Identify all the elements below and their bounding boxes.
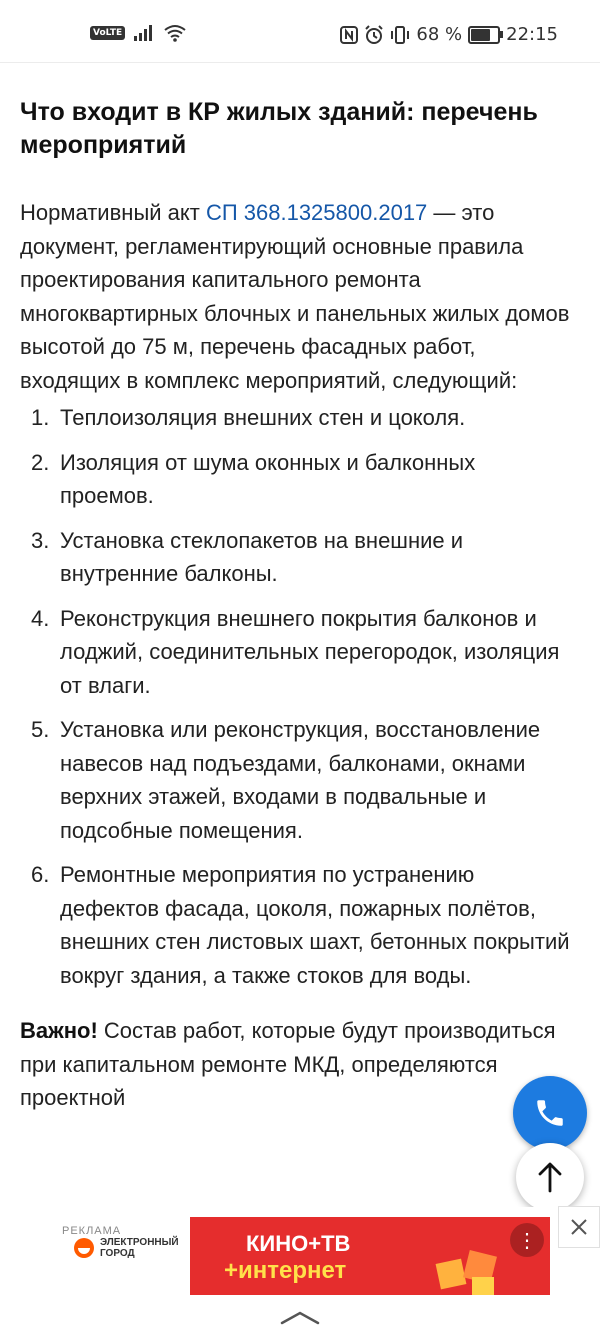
chevron-up-icon[interactable] (280, 1309, 320, 1325)
list-item-text: Реконструкция внешнего покрытия балконов и лоджий, соединительных перегородок, изоляция от влаги. (60, 605, 560, 698)
works-list (20, 401, 572, 992)
ad-label: РЕКЛАМА (62, 1225, 122, 1237)
list-item (20, 524, 572, 591)
more-icon[interactable]: ⋮ (510, 1223, 544, 1257)
volte-icon: VoLTE (90, 26, 125, 40)
battery-fill (471, 29, 490, 41)
list-item-number: 3. (31, 527, 50, 553)
important-label: Важно! (20, 1018, 98, 1043)
list-item (20, 858, 572, 992)
alarm-icon (364, 25, 384, 45)
status-left (90, 24, 187, 42)
list-item (20, 401, 572, 435)
list-item-number: 2. (31, 449, 50, 475)
signal-icon (133, 24, 155, 42)
list-item-text: Изоляция от шума оконных и балконных проемов. (60, 449, 476, 508)
nfc-icon (340, 26, 358, 44)
intro-text-end: — это документ, регламентирующий основные правила проектирования капитального ремонта многоквартирных блочных и панельных жилых домов высотой до 75 м, перечень фасадных работ, входящих в комплекс мероприятий, следующий: (20, 200, 570, 393)
list-item-text: Теплоизоляция внешних стен и цоколя. (60, 405, 466, 430)
article (20, 96, 572, 1110)
arrow-up-icon (537, 1161, 563, 1193)
wifi-icon (163, 24, 187, 42)
ad-close-button[interactable] (558, 1206, 600, 1248)
status-right (340, 24, 558, 45)
list-item (20, 602, 572, 703)
battery-percent: 68 % (416, 24, 463, 45)
important-note (20, 1014, 572, 1110)
regulation-link[interactable]: СП 368.1325800.2017 (205, 200, 428, 225)
list-item-number: 4. (31, 605, 50, 631)
intro-text-start: Нормативный акт (20, 200, 206, 225)
list-item-text: Установка или реконструкция, восстановление навесов над подъездами, балконами, окнами верхних этажей, входами в подвальные и подсобные помещения. (60, 717, 541, 843)
status-bar (0, 0, 600, 63)
ad-banner[interactable] (60, 1217, 550, 1295)
list-item-number: 5. (31, 717, 50, 742)
close-icon (570, 1218, 588, 1236)
article-heading: Что входит в КР жилых зданий: перечень мероприятий (20, 98, 538, 159)
vibrate-icon (390, 25, 410, 45)
ad-brand-text: ЭЛЕКТРОННЫЙ ГОРОД (100, 1237, 179, 1259)
brand-logo-icon (74, 1238, 94, 1258)
scroll-to-top-button[interactable] (516, 1143, 584, 1211)
important-text: Состав работ, которые будут производиться при капитальном ремонте МКД, определяются проектной (20, 1018, 556, 1110)
intro-paragraph (20, 196, 572, 397)
clock: 22:15 (506, 24, 558, 45)
phone-icon (533, 1096, 567, 1130)
list-item-number: 6. (31, 862, 50, 887)
list-item-text: Установка стеклопакетов на внешние и внутренние балконы. (60, 527, 464, 586)
battery-icon (468, 26, 500, 44)
ad-brand-logo (74, 1237, 190, 1259)
list-item (20, 446, 572, 513)
call-button[interactable] (513, 1076, 587, 1150)
ad-headline-1: КИНО+ТВ (246, 1231, 351, 1256)
ad-headline-2: +интернет (224, 1257, 347, 1284)
ad-cubes-image (432, 1247, 504, 1295)
list-item-number: 1. (31, 405, 50, 430)
list-item-text: Ремонтные мероприятия по устранению дефектов фасада, цоколя, пожарных полётов, внешних стен листовых шахт, бетонных покрытий вокруг здания, а также стоков для воды. (60, 862, 570, 988)
list-item (20, 713, 572, 847)
